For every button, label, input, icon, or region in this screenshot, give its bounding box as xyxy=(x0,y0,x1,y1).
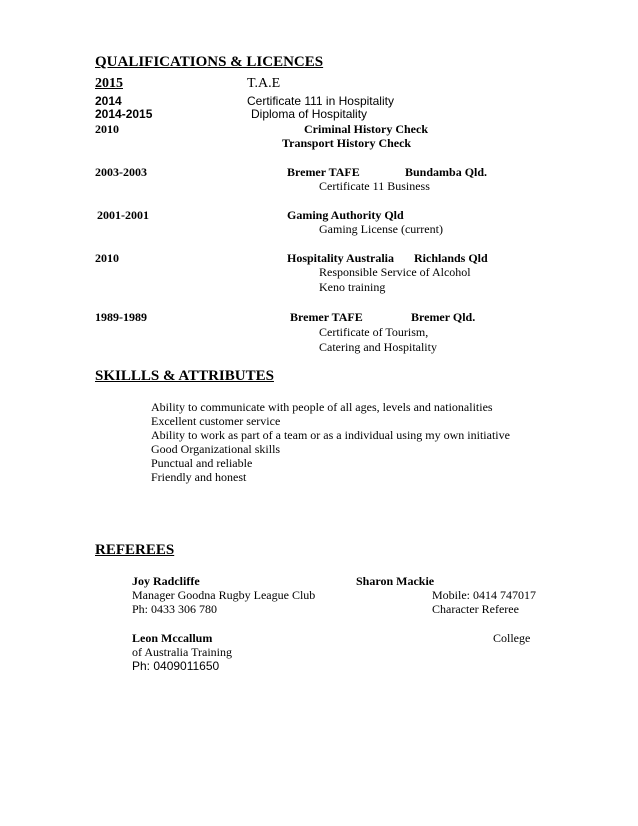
entry-detail: Responsible Service of Alcohol xyxy=(319,265,471,279)
entry-org: Bremer TAFE xyxy=(287,165,360,179)
qual-desc-diploma: Diploma of Hospitality xyxy=(251,107,368,121)
entry-detail: Keno training xyxy=(319,280,386,294)
entry-year: 2010 xyxy=(95,251,119,265)
referee-role: Character Referee xyxy=(432,602,519,616)
entry-org: Hospitality Australia xyxy=(287,251,395,265)
referee-name: Joy Radcliffe xyxy=(132,574,200,588)
skill-item: Good Organizational skills xyxy=(151,442,281,456)
entry-place: Bundamba Qld. xyxy=(405,165,488,179)
entry-year: 2001-2001 xyxy=(97,208,149,222)
referees-heading: REFEREES xyxy=(95,542,175,558)
skills-heading: SKILLLS & ATTRIBUTES xyxy=(95,368,274,384)
entry-detail: Gaming License (current) xyxy=(319,222,443,236)
qual-desc-transport-check: Transport History Check xyxy=(282,136,412,150)
entry-detail: Certificate 11 Business xyxy=(319,179,430,193)
referee-org: of Australia Training xyxy=(132,645,233,659)
skill-item: Friendly and honest xyxy=(151,470,247,484)
referee-org: College xyxy=(493,631,531,645)
qual-year-2010: 2010 xyxy=(95,122,119,136)
referee-name: Leon Mccallum xyxy=(132,631,213,645)
entry-detail: Certificate of Tourism, xyxy=(319,325,429,339)
referee-org: Manager Goodna Rugby League Club xyxy=(132,588,316,602)
qual-year-2014: 2014 xyxy=(95,94,122,108)
skill-item: Excellent customer service xyxy=(151,414,281,428)
entry-org: Gaming Authority Qld xyxy=(287,208,404,222)
entry-year: 2003-2003 xyxy=(95,165,147,179)
referee-mobile: Mobile: 0414 747017 xyxy=(432,588,536,602)
skill-item: Ability to work as part of a team or as a individual using my own initiative xyxy=(151,428,510,442)
entry-org: Bremer TAFE xyxy=(290,310,363,324)
referee-phone: Ph: 0433 306 780 xyxy=(132,602,218,616)
skill-item: Ability to communicate with people of all ages, levels and nationalities xyxy=(151,400,493,414)
qual-desc-tae: T.A.E xyxy=(247,76,281,91)
qual-year-2015: 2015 xyxy=(95,76,123,91)
qual-desc-criminal-check: Criminal History Check xyxy=(304,122,428,136)
skill-item: Punctual and reliable xyxy=(151,456,253,470)
referee-phone: Ph: 0409011650 xyxy=(132,659,220,673)
entry-place: Bremer Qld. xyxy=(411,310,476,324)
qual-year-2014-2015: 2014-2015 xyxy=(95,107,153,121)
entry-detail: Catering and Hospitality xyxy=(319,340,437,354)
qualifications-heading: QUALIFICATIONS & LICENCES xyxy=(95,54,324,70)
entry-year: 1989-1989 xyxy=(95,310,147,324)
entry-place: Richlands Qld xyxy=(414,251,488,265)
qual-desc-cert111: Certificate 111 in Hospitality xyxy=(247,94,394,108)
referee-name: Sharon Mackie xyxy=(356,574,435,588)
